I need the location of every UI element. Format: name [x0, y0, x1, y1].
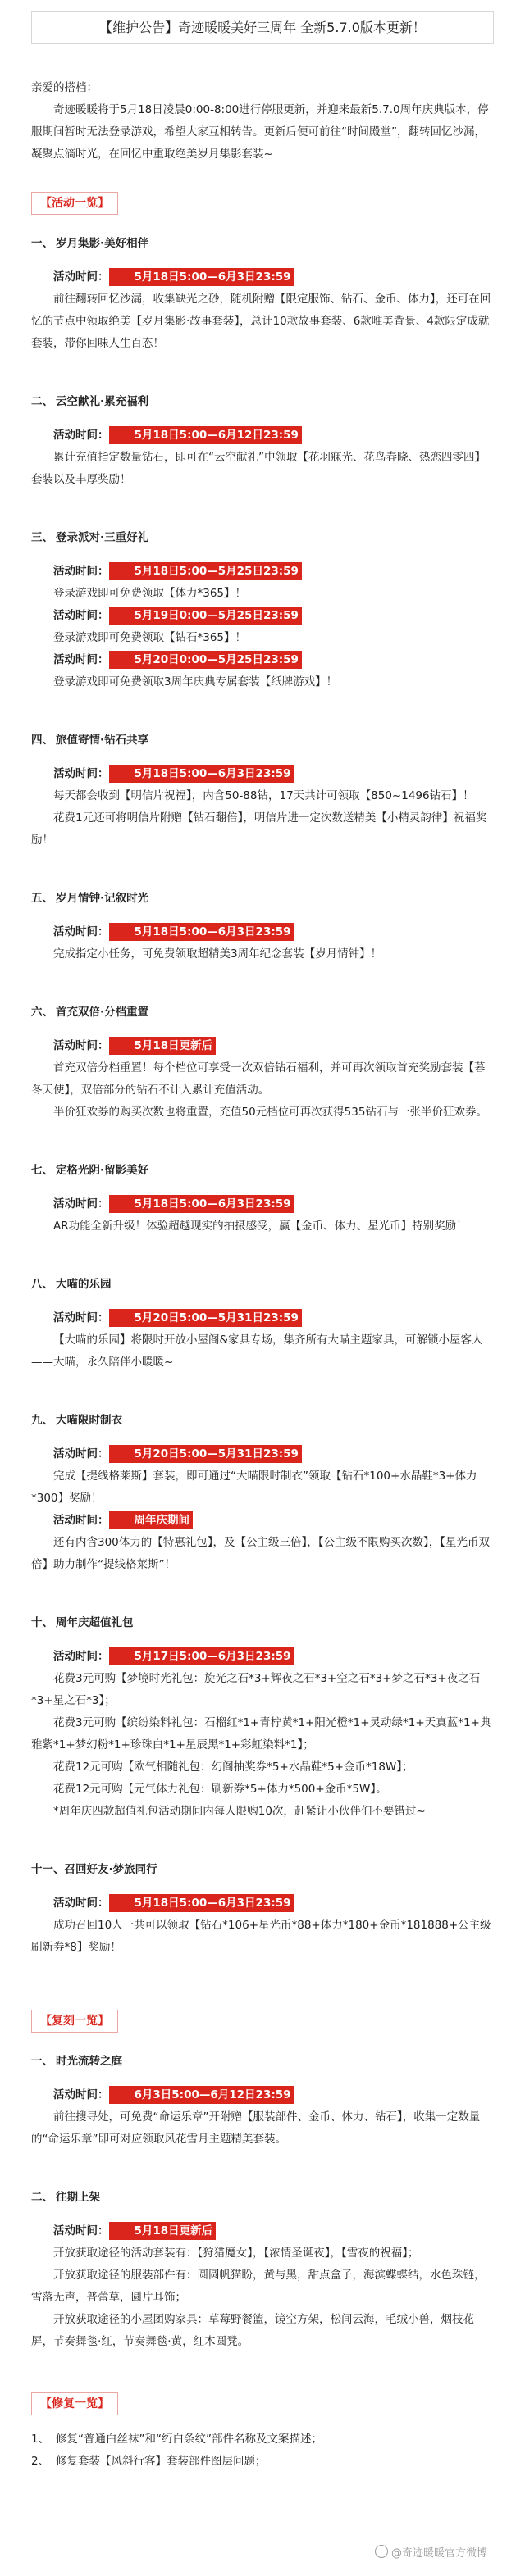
- activity-time-label: 活动时间：: [53, 1897, 109, 1910]
- weibo-icon: [375, 2545, 388, 2558]
- event-title: 时光流转之庭: [56, 2055, 122, 2068]
- fix-text: 修复“普通白丝袜”和“绗白条纹”部件名称及文案描述；: [56, 2433, 322, 2446]
- section-tag-fixes: 【修复一览】: [31, 2392, 118, 2415]
- event-title: 首充双倍·分档重置: [56, 1006, 149, 1019]
- event-block: [31, 1859, 494, 1959]
- event-heading: [31, 1612, 494, 1634]
- activity-time-line: [31, 1510, 494, 1532]
- event-paragraph: 成功召回10人一共可以领取【钻石*106+星光币*88+体力*180+金币*181888+公主级刷新券*8】奖励！: [31, 1919, 491, 1954]
- activity-time-label: 活动时间：: [53, 653, 109, 666]
- activity-time-line: [31, 561, 494, 583]
- spacer: [31, 910, 494, 921]
- fix-item: [31, 2428, 494, 2451]
- spacer: [31, 1024, 494, 1035]
- activity-time-value: 5月18日5:00—6月3日23:59: [109, 765, 294, 783]
- event-heading: [31, 888, 494, 910]
- event-heading: [31, 1410, 494, 1432]
- event-block: [31, 527, 494, 693]
- event-block: [31, 1002, 494, 1124]
- activity-time-label: 活动时间：: [53, 767, 109, 780]
- activity-time-value: 5月20日0:00—5月25日23:59: [109, 651, 302, 669]
- event-heading: [31, 1859, 494, 1881]
- event-paragraph: 花费12元可购【欧气相随礼包：幻阁抽奖券*5+水晶鞋*5+金币*18W】；: [53, 1760, 413, 1774]
- event-number: 七、: [31, 1164, 53, 1177]
- fix-number: 1、: [31, 2433, 50, 2446]
- spacer: [31, 1432, 494, 1443]
- event-heading: [31, 1274, 494, 1296]
- activity-time-line: [31, 649, 494, 671]
- activity-time-line: [31, 1307, 494, 1329]
- event-block: [31, 729, 494, 852]
- fix-text: 修复套装【风斜行客】套装部件图层问题；: [56, 2455, 267, 2468]
- event-title: 大喵的乐园: [56, 1278, 112, 1291]
- event-number: 五、: [31, 892, 53, 905]
- event-number: 四、: [31, 734, 53, 747]
- activity-time-value: 周年庆期间: [109, 1511, 194, 1529]
- activity-time-label: 活动时间：: [53, 925, 109, 938]
- activity-time-line: [31, 425, 494, 447]
- event-paragraph: *周年庆四款超值礼包活动期间内每人限购10次，赶紧让小伙伴们不要错过~: [53, 1805, 426, 1818]
- spacer: [31, 752, 494, 763]
- event-number: 一、: [31, 237, 53, 250]
- activity-time-line: [31, 266, 494, 288]
- activity-time-line: [31, 1193, 494, 1215]
- event-paragraph: 花费3元可购【梦境时光礼包：旋光之石*3+辉夜之石*3+空之石*3+梦之石*3+夜之石*3+星之石*3】；: [31, 1672, 481, 1707]
- activity-time-value: 6月3日5:00—6月12日23:59: [109, 2086, 294, 2104]
- event-heading: [31, 2051, 494, 2073]
- activity-time-line: [31, 921, 494, 943]
- event-number: 十一、: [31, 1863, 65, 1876]
- reprints-list: [31, 2051, 494, 2353]
- event-number: 十、: [31, 1616, 53, 1629]
- event-title: 岁月集影·美好相伴: [56, 237, 149, 250]
- section-tag-activities: 【活动一览】: [31, 192, 118, 215]
- event-block: [31, 391, 494, 491]
- activity-time-value: 5月18日更新后: [109, 2222, 217, 2240]
- event-paragraph: 登录游戏即可免费领取【钻石*365】！: [53, 631, 247, 644]
- activity-time-label: 活动时间：: [53, 1311, 109, 1324]
- activity-time-line: [31, 1035, 494, 1057]
- fixes-list: [31, 2428, 494, 2473]
- event-number: 九、: [31, 1414, 53, 1427]
- event-title: 周年庆超值礼包: [56, 1616, 134, 1629]
- event-block: [31, 1612, 494, 1823]
- activity-time-value: 5月18日5:00—6月3日23:59: [109, 1894, 294, 1912]
- event-title: 旅值寄情·钻石共享: [56, 734, 149, 747]
- event-title: 往期上架: [56, 2191, 100, 2204]
- activity-time-value: 5月17日5:00—6月3日23:59: [109, 1647, 294, 1665]
- event-number: 六、: [31, 1006, 53, 1019]
- event-paragraph: 累计充值指定数量钻石，即可在“云空献礼”中领取【花羽寐光、花鸟春晓、热恋四零四】套装以及丰厚奖励！: [31, 451, 486, 486]
- event-heading: [31, 1002, 494, 1024]
- spacer: [31, 549, 494, 561]
- activities-list: [31, 233, 494, 1959]
- activity-time-value: 5月18日5:00—5月25日23:59: [109, 562, 302, 580]
- activity-time-value: 5月18日5:00—6月3日23:59: [109, 923, 294, 941]
- event-paragraph: 每天都会收到【明信片祝福】，内含50-88钻，17天共计可领取【850~1496钻石】！: [53, 789, 474, 802]
- spacer: [31, 1182, 494, 1193]
- activity-time-line: [31, 1892, 494, 1915]
- spacer: [31, 1634, 494, 1646]
- event-block: [31, 233, 494, 355]
- fix-item: [31, 2451, 494, 2473]
- activity-time-line: [31, 763, 494, 785]
- event-heading: [31, 729, 494, 752]
- event-paragraph: 花费12元可购【元气体力礼包：刷新券*5+体力*500+金币*5W】。: [53, 1783, 387, 1796]
- activity-time-label: 活动时间：: [53, 1039, 109, 1052]
- event-title: 召回好友·梦旅同行: [64, 1863, 158, 1876]
- event-title: 大喵限时制衣: [56, 1414, 122, 1427]
- event-title: 云空献礼·累充福利: [56, 395, 149, 408]
- event-block: [31, 1160, 494, 1238]
- event-title: 岁月情钟·记叙时光: [56, 892, 149, 905]
- activity-time-label: 活动时间：: [53, 609, 109, 622]
- event-paragraph: 花费3元可购【缤纷染料礼包：石榴红*1+青柠黄*1+阳光橙*1+灵动绿*1+天真蓝*1+典雅紫*1+梦幻粉*1+珍珠白*1+星辰黑*1+彩虹染料*1】；: [31, 1716, 491, 1751]
- event-heading: [31, 527, 494, 549]
- activity-time-value: 5月20日5:00—5月31日23:59: [109, 1445, 302, 1463]
- event-paragraph: 【大喵的乐园】将限时开放小屋阁&家具专场，集齐所有大喵主题家具，可解锁小屋客人——大喵，永久陪伴小暖暖~: [31, 1333, 483, 1369]
- activity-time-label: 活动时间：: [53, 270, 109, 284]
- event-heading: [31, 2187, 494, 2209]
- spacer: [31, 413, 494, 425]
- event-number: 二、: [31, 2191, 53, 2204]
- activity-time-line: [31, 1443, 494, 1465]
- event-paragraph: 开放获取途径的小屋团购家具：草莓野餐篮，镜空方架，松间云海，毛绒小兽，烟枝花屏，节奏舞毯·红，节奏舞毯·黄，红木圆凳。: [31, 2313, 474, 2348]
- event-paragraph: 完成指定小任务，可免费领取超精美3周年纪念套装【岁月情钟】！: [53, 947, 382, 961]
- event-title: 登录派对·三重好礼: [56, 531, 149, 544]
- greeting: 亲爱的搭档：: [31, 81, 98, 94]
- event-paragraph: 半价狂欢券的购买次数也将重置，充值50元档位可再次获得535钻石与一张半价狂欢券。: [53, 1106, 487, 1119]
- event-number: 一、: [31, 2055, 53, 2068]
- activity-time-value: 5月18日5:00—6月3日23:59: [109, 1195, 294, 1213]
- activity-time-label: 活动时间：: [53, 1197, 109, 1211]
- event-paragraph: 完成【提线格莱斯】套装，即可通过“大喵限时制衣”领取【钻石*100+水晶鞋*3+体力*300】奖励！: [31, 1470, 477, 1505]
- event-paragraph: 前往搜寻处，可免费“命运乐章”开附赠【服装部件、金币、体力、钻石】，收集一定数量的“命运乐章”即可对应领取风花雪月主题精美套装。: [31, 2110, 481, 2146]
- event-paragraph: 登录游戏即可免费领取【体力*365】！: [53, 587, 247, 600]
- event-block: [31, 1410, 494, 1576]
- event-paragraph: 开放获取途径的服装部件有：圆圆帆猫盼，黄与黑，甜点盒子，海滨蝶蝶结，水色珠链，雪落无声，普蕾草，圆片耳饰；: [31, 2269, 486, 2304]
- event-paragraph: 首充双倍分档重置！每个档位可享受一次双倍钻石福利，并可再次领取首充奖励套装【暮冬天使】，双倍部分的钻石不计入累计充值活动。: [31, 1061, 486, 1097]
- activity-time-line: [31, 2084, 494, 2106]
- section-tag-reprints: 【复刻一览】: [31, 2010, 118, 2033]
- event-paragraph: 登录游戏即可免费领取3周年庆典专属套装【纸牌游戏】！: [53, 675, 338, 688]
- event-paragraph: AR功能全新升级！体验超越现实的拍摄感受，赢【金币、体力、星光币】特别奖励！: [53, 1220, 468, 1233]
- activity-time-label: 活动时间：: [53, 2224, 109, 2238]
- event-heading: [31, 391, 494, 413]
- event-number: 二、: [31, 395, 53, 408]
- activity-time-label: 活动时间：: [53, 2088, 109, 2101]
- activity-time-label: 活动时间：: [53, 565, 109, 578]
- event-block: [31, 2051, 494, 2151]
- activity-time-label: 活动时间：: [53, 429, 109, 442]
- activity-time-label: 活动时间：: [53, 1514, 109, 1527]
- event-number: 三、: [31, 531, 53, 544]
- activity-time-label: 活动时间：: [53, 1650, 109, 1663]
- event-block: [31, 1274, 494, 1374]
- event-paragraph: 开放获取途径的活动套装有：【狩猎魔女】，【浓情圣诞夜】，【雪夜的祝福】；: [53, 2247, 419, 2260]
- activity-time-value: 5月19日0:00—5月25日23:59: [109, 607, 302, 625]
- event-heading: [31, 1160, 494, 1182]
- spacer: [31, 1881, 494, 1892]
- event-paragraph: 花费1元还可将明信片附赠【钻石翻倍】，明信片进一定次数送精美【小精灵韵律】祝福奖励！: [31, 811, 487, 847]
- watermark: @奇迹暖暖官方微博: [375, 2545, 487, 2561]
- activity-time-line: [31, 1646, 494, 1668]
- activity-time-line: [31, 2220, 494, 2242]
- event-block: [31, 888, 494, 965]
- activity-time-value: 5月18日5:00—6月12日23:59: [109, 426, 302, 444]
- spacer: [31, 2209, 494, 2220]
- fix-number: 2、: [31, 2455, 50, 2468]
- event-heading: [31, 233, 494, 255]
- activity-time-value: 5月18日更新后: [109, 1037, 217, 1055]
- spacer: [31, 2073, 494, 2084]
- event-paragraph: 前往翻转回忆沙漏，收集缺光之砂，随机附赠【限定服饰、钻石、金币、体力】，还可在回忆的节点中领取绝美【岁月集影·故事套装】，总计10款故事套装、6款唯美背景、4款限定成就套装，带你回味人生百态！: [31, 293, 491, 350]
- spacer: [31, 255, 494, 266]
- event-title: 定格光阴·留影美好: [56, 1164, 149, 1177]
- intro-paragraph: 奇迹暖暖将于5月18日凌晨0:00-8:00进行停服更新，并迎来最新5.7.0周年庆典版本，停服期间暂时无法登录游戏，希望大家互相转告。更新后便可前往“时间殿堂”，翻转回忆沙漏，凝聚点滴时光，在回忆中重取绝美岁月集影套装~: [31, 103, 489, 161]
- activity-time-label: 活动时间：: [53, 1447, 109, 1461]
- activity-time-line: [31, 605, 494, 627]
- announcement-title: 【维护公告】奇迹暖暖美好三周年 全新5.7.0版本更新！: [31, 11, 494, 44]
- event-block: [31, 2187, 494, 2353]
- event-number: 八、: [31, 1278, 53, 1291]
- spacer: [31, 1296, 494, 1307]
- event-paragraph: 还有内含300体力的【特惠礼包】，及【公主级三倍】，【公主级不限购买次数】，【星光币双倍】助力制作“提线格莱斯”！: [31, 1536, 491, 1571]
- activity-time-value: 5月18日5:00—6月3日23:59: [109, 268, 294, 286]
- activity-time-value: 5月20日5:00—5月31日23:59: [109, 1309, 302, 1327]
